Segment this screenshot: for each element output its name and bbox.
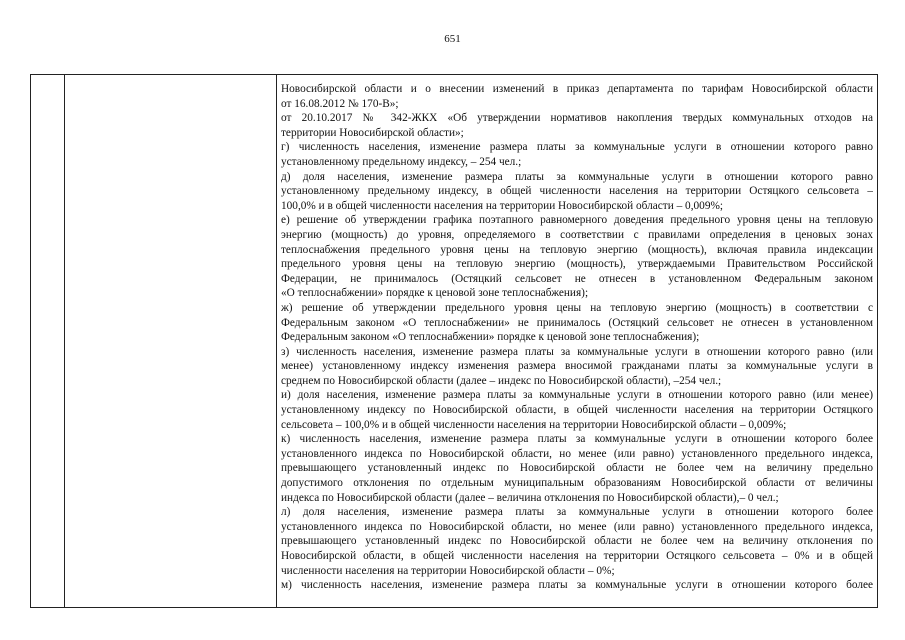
- text-line: ж) решение об утверждении предельного уровня цены на тепловую энергию (мощность) в соответствии с: [281, 301, 873, 314]
- text-line: Федеральным законом «О теплоснабжении» порядке к ценовой зоне теплоснабжения);: [281, 331, 700, 344]
- text-line: превышающего установленный индекс по Новосибирской области не более чем на величину отклонения по: [281, 535, 873, 548]
- text-line: Новосибирской области, в общей численности населения на территории Остяцкого сельсовета – 0% и в общей: [281, 550, 873, 562]
- text-line: от 20.10.2017 № 342-ЖКХ «Об утверждении нормативов накопления твердых коммунальных отходов на: [281, 112, 873, 125]
- text-line: д) доля населения, изменение размера платы за коммунальные услуги в отношении которого равно: [281, 170, 873, 183]
- text-line: установленному предельному индексу, – 254 чел.;: [281, 155, 522, 168]
- table-column-text: [277, 75, 877, 607]
- text-line: Федеральным законом «О теплоснабжении» не принималось (Остяцкий сельсовет не отнесен в установленном: [281, 316, 873, 329]
- text-line: установленному индексу по Новосибирской области, в общей численности населения на территории Остяцкого: [281, 404, 873, 417]
- text-line: превышающего установленный индекс по Новосибирской области не более чем на величину предельно: [281, 462, 873, 475]
- text-line: допустимого отклонения по отдельным муниципальным образованиям Новосибирской области от величины: [281, 477, 873, 490]
- text-line: з) численность населения, изменение размера платы за коммунальные услуги в отношении которого равно (или: [281, 345, 873, 358]
- text-line: установленному предельному индексу, в общей численности населения на территории Остяцкого сельсовета –: [281, 185, 873, 198]
- text-line: от 16.08.2012 № 170-В»;: [281, 97, 399, 110]
- text-line: 100,0% и в общей численности населения на территории Новосибирской области – 0,009%;: [281, 199, 724, 212]
- text-line: г) численность населения, изменение размера платы за коммунальные услуги в отношении которого равно: [281, 141, 873, 154]
- text-line: энергию (мощность) до уровня, определяемого в соответствии с правилами определения в ценовых зонах: [281, 228, 873, 241]
- text-line: индекса по Новосибирской области (далее – величина отклонения по Новосибирской области),– 0 чел.;: [281, 491, 779, 504]
- table-column-number: [31, 75, 65, 607]
- text-line: менее) установленному индексу изменения размера вносимой гражданами платы за коммунальные услуги в: [281, 360, 873, 373]
- text-line: «О теплоснабжении» порядке к ценовой зоне теплоснабжения);: [281, 287, 589, 300]
- text-line: Новосибирской области и о внесении изменений в приказ департамента по тарифам Новосибирской области: [281, 83, 873, 95]
- text-line: м) численность населения, изменение размера платы за коммунальные услуги в отношении которого более: [281, 579, 873, 592]
- text-line: численности населения на территории Новосибирской области – 0%;: [281, 564, 615, 577]
- table-column-name: [65, 75, 277, 607]
- text-line: предельного уровня цены на тепловую энергию (мощность), утверждаемыми Правительством Российской: [281, 258, 873, 271]
- text-line: к) численность населения, изменение размера платы за коммунальные услуги в отношении которого более: [281, 433, 873, 446]
- text-line: установленного индекса по Новосибирской области, но менее (или равно) установленного предельного индекса,: [281, 447, 873, 460]
- text-line: территории Новосибирской области»;: [281, 126, 464, 139]
- text-line: установленного индекса по Новосибирской области, но менее (или равно) установленного предельного индекса,: [281, 520, 873, 533]
- text-line: сельсовета – 100,0% и в общей численности населения на территории Новосибирской области – 0,009%;: [281, 418, 787, 431]
- page-number: 651: [444, 33, 461, 45]
- text-line: и) доля населения, изменение размера платы за коммунальные услуги в отношении которого равно (или менее): [281, 389, 873, 402]
- text-line: Федерации, не принималось (Остяцкий сельсовет не отнесен в установленном Федеральным законом: [281, 272, 873, 285]
- text-line: теплоснабжения предельного уровня цены на тепловую энергию (мощность), включая правила индексации: [281, 243, 873, 256]
- text-line: е) решение об утверждении графика поэтапного равномерного доведения предельного уровня цены на тепловую: [281, 214, 873, 227]
- text-line: л) доля населения, изменение размера платы за коммунальные услуги в отношении которого более: [281, 506, 873, 519]
- text-line: среднем по Новосибирской области (далее – индекс по Новосибирской области), –254 чел.;: [281, 374, 722, 387]
- document-table: [30, 74, 878, 608]
